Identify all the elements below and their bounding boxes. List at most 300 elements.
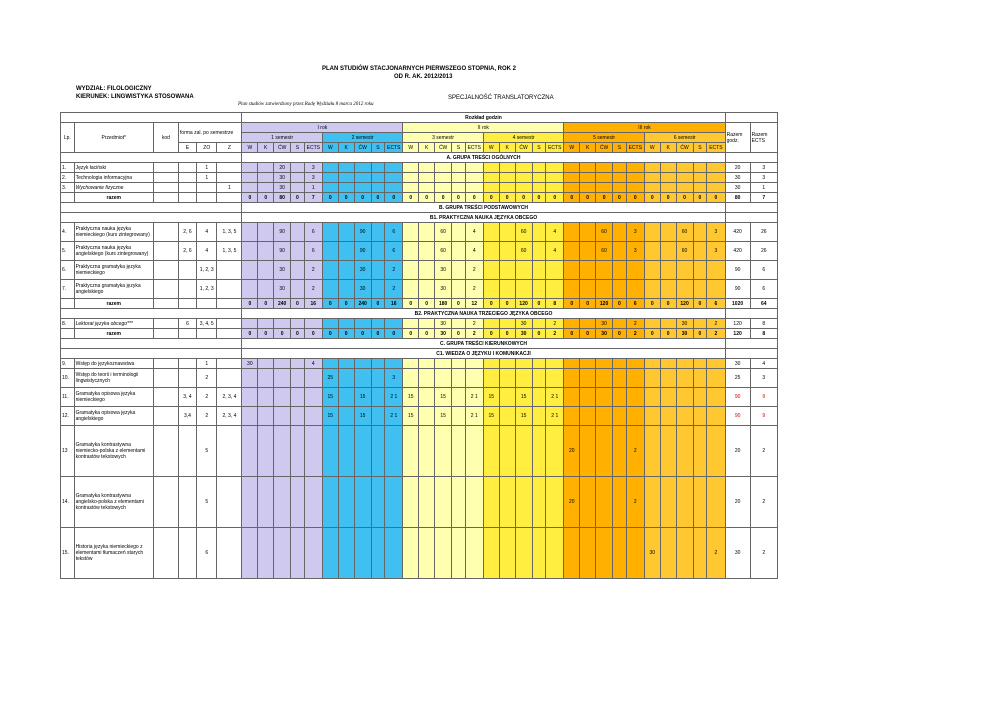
semester-cell — [596, 369, 613, 388]
semester-cell — [483, 242, 499, 261]
semester-cell — [338, 426, 354, 477]
semester-cell — [483, 319, 499, 329]
semester-cell — [596, 183, 613, 193]
row-lp: 10. — [61, 369, 75, 388]
semester-cell: 20 — [564, 426, 580, 477]
table-cell — [61, 213, 242, 223]
semester-cell: 6 — [304, 242, 322, 261]
semester-cell: 0 — [338, 329, 354, 339]
semester-cell — [419, 319, 435, 329]
semester-cell: 2 1 — [385, 407, 403, 426]
semester-cell — [385, 163, 403, 173]
semester-cell: 60 — [435, 242, 452, 261]
header-sub-ćw: ĆW — [596, 143, 613, 153]
semester-cell: 2 — [707, 528, 725, 579]
row-razem-ects: 6 — [750, 280, 777, 299]
semester-cell: 6 — [304, 223, 322, 242]
semester-cell — [707, 173, 725, 183]
semester-cell: 15 — [403, 407, 419, 426]
semester-cell — [707, 426, 725, 477]
semester-cell — [354, 183, 371, 193]
semester-cell — [644, 359, 660, 369]
row-razem-ects: 9 — [750, 388, 777, 407]
semester-cell — [564, 407, 580, 426]
semester-cell: 6 — [385, 242, 403, 261]
semester-cell — [613, 242, 627, 261]
header-rozklad: Rozkład godzin — [242, 113, 725, 123]
row-razem-ects: 26 — [750, 223, 777, 242]
row-subject: Praktyczna gramatyka języka niemieckiego — [74, 261, 153, 280]
row-razem-godz: 30 — [725, 173, 750, 183]
semester-cell — [291, 407, 305, 426]
row-e: 6 — [178, 319, 196, 329]
semester-cell — [580, 173, 596, 183]
semester-cell: 2 — [465, 319, 483, 329]
semester-cell: 0 — [644, 329, 660, 339]
semester-cell — [613, 407, 627, 426]
row-z: 1, 3, 5 — [217, 242, 242, 261]
sum-label: razem — [74, 299, 153, 309]
semester-cell — [465, 528, 483, 579]
header-sub-k: K — [580, 143, 596, 153]
semester-cell: 0 — [499, 299, 515, 309]
table-row — [61, 173, 778, 183]
row-razem-ects: 2 — [750, 528, 777, 579]
table-cell — [178, 193, 196, 203]
table-cell — [61, 193, 75, 203]
semester-cell — [644, 477, 660, 528]
semester-cell — [483, 163, 499, 173]
semester-cell — [564, 163, 580, 173]
semester-cell: 0 — [644, 193, 660, 203]
row-lp: 5. — [61, 242, 75, 261]
semester-cell — [435, 426, 452, 477]
row-razem-ects: 9 — [750, 407, 777, 426]
row-z — [217, 261, 242, 280]
semester-cell — [676, 426, 693, 477]
semester-cell — [644, 163, 660, 173]
semester-cell — [452, 407, 466, 426]
semester-cell: 15 — [515, 407, 532, 426]
semester-cell — [274, 407, 291, 426]
semester-cell — [435, 369, 452, 388]
semester-cell — [242, 223, 258, 242]
header-sub-k: K — [499, 143, 515, 153]
semester-cell — [403, 242, 419, 261]
row-z — [217, 319, 242, 329]
semester-cell: 3 — [707, 242, 725, 261]
semester-cell — [546, 163, 564, 173]
row-e — [178, 173, 196, 183]
semester-cell: 90 — [354, 242, 371, 261]
semester-cell — [258, 528, 274, 579]
row-razem-godz: 90 — [725, 407, 750, 426]
semester-cell — [676, 173, 693, 183]
semester-cell — [596, 388, 613, 407]
semester-cell: 0 — [564, 299, 580, 309]
header-sub-ects: ECTS — [304, 143, 322, 153]
row-e — [178, 280, 196, 299]
header-row — [61, 123, 778, 133]
semester-cell: 120 — [596, 299, 613, 309]
table-row — [61, 369, 778, 388]
semester-cell — [693, 183, 707, 193]
table-cell — [725, 213, 777, 223]
semester-cell: 60 — [515, 242, 532, 261]
table-cell — [178, 329, 196, 339]
header-sub-ects: ECTS — [465, 143, 483, 153]
row-kod — [153, 407, 178, 426]
semester-cell — [304, 388, 322, 407]
semester-cell — [452, 261, 466, 280]
semester-cell — [564, 388, 580, 407]
semester-cell — [371, 407, 385, 426]
semester-cell: 0 — [338, 193, 354, 203]
semester-cell: 4 — [465, 223, 483, 242]
header-spacer — [725, 113, 777, 123]
semester-cell — [465, 173, 483, 183]
semester-cell — [546, 426, 564, 477]
semester-cell — [644, 173, 660, 183]
semester-cell — [338, 163, 354, 173]
semester-cell — [322, 528, 338, 579]
table-row — [61, 388, 778, 407]
doc-title: PLAN STUDIÓW STACJONARNYCH PIERWSZEGO STOPNIA, ROK 2 — [322, 66, 517, 72]
semester-cell: 2 1 — [385, 388, 403, 407]
row-zo: 4 — [197, 242, 217, 261]
semester-cell — [644, 280, 660, 299]
row-razem-ects: 26 — [750, 242, 777, 261]
semester-cell — [644, 426, 660, 477]
row-zo: 2 — [197, 388, 217, 407]
row-e — [178, 183, 196, 193]
semester-cell: 12 — [465, 299, 483, 309]
semester-cell — [291, 223, 305, 242]
semester-cell: 30 — [515, 329, 532, 339]
semester-cell — [532, 528, 546, 579]
semester-cell: 6 — [707, 299, 725, 309]
row-z — [217, 173, 242, 183]
semester-cell: 30 — [435, 261, 452, 280]
semester-cell — [403, 477, 419, 528]
semester-cell — [291, 359, 305, 369]
semester-cell: 0 — [242, 193, 258, 203]
semester-cell — [660, 388, 676, 407]
semester-cell — [258, 359, 274, 369]
semester-cell: 2 — [385, 261, 403, 280]
doc-subtitle: OD R. AK. 2012/2013 — [394, 74, 453, 80]
row-subject: Gramatyka opisowa języka angielskiego — [74, 407, 153, 426]
row-subject: Praktyczna gramatyka języka angielskiego — [74, 280, 153, 299]
table-row — [61, 477, 778, 528]
semester-cell — [354, 477, 371, 528]
semester-cell — [338, 407, 354, 426]
header-sub-k: K — [338, 143, 354, 153]
row-z — [217, 369, 242, 388]
row-zo: 2 — [197, 369, 217, 388]
semester-cell — [693, 369, 707, 388]
semester-cell — [626, 388, 644, 407]
semester-cell — [644, 369, 660, 388]
semester-cell — [596, 261, 613, 280]
header-sub-s: S — [291, 143, 305, 153]
semester-cell — [499, 163, 515, 173]
semester-cell: 2 1 — [465, 388, 483, 407]
row-lp: 4. — [61, 223, 75, 242]
semester-cell — [483, 359, 499, 369]
semester-cell — [385, 183, 403, 193]
semester-cell — [644, 407, 660, 426]
semester-cell — [644, 388, 660, 407]
semester-cell — [403, 426, 419, 477]
semester-cell — [371, 388, 385, 407]
semester-cell — [452, 183, 466, 193]
row-e — [178, 528, 196, 579]
semester-cell: 30 — [354, 280, 371, 299]
semester-cell — [499, 359, 515, 369]
semester-cell — [419, 388, 435, 407]
semester-cell — [435, 359, 452, 369]
row-kod — [153, 183, 178, 193]
semester-cell — [403, 528, 419, 579]
semester-cell — [532, 261, 546, 280]
row-lp: 7. — [61, 280, 75, 299]
semester-cell: 4 — [546, 223, 564, 242]
semester-cell: 0 — [676, 193, 693, 203]
semester-cell — [660, 528, 676, 579]
semester-cell — [546, 261, 564, 280]
semester-cell: 2 — [707, 319, 725, 329]
semester-cell — [354, 173, 371, 183]
semester-cell — [546, 369, 564, 388]
row-kod — [153, 223, 178, 242]
semester-cell: 0 — [465, 193, 483, 203]
row-e: 3, 4 — [178, 388, 196, 407]
semester-cell: 0 — [291, 299, 305, 309]
semester-cell — [403, 183, 419, 193]
semester-cell — [693, 426, 707, 477]
semester-cell: 0 — [580, 299, 596, 309]
row-razem-ects: 6 — [750, 261, 777, 280]
semester-cell — [419, 223, 435, 242]
semester-cell: 30 — [676, 329, 693, 339]
header-year-3: III rok — [564, 123, 725, 133]
row-z: 1 — [217, 183, 242, 193]
row-kod — [153, 261, 178, 280]
semester-cell — [707, 477, 725, 528]
table-row — [61, 339, 778, 349]
row-razem-godz: 80 — [725, 193, 750, 203]
header-year-1: I rok — [242, 123, 403, 133]
semester-cell: 0 — [483, 329, 499, 339]
header-semester-5: 5 semestr — [564, 133, 644, 143]
semester-cell — [291, 183, 305, 193]
semester-cell: 30 — [596, 319, 613, 329]
semester-cell — [385, 359, 403, 369]
table-cell — [217, 329, 242, 339]
semester-cell: 0 — [304, 329, 322, 339]
row-subject: Technologia informacyjna — [74, 173, 153, 183]
semester-cell: 30 — [515, 319, 532, 329]
semester-cell: 0 — [385, 329, 403, 339]
header-sub-ćw: ĆW — [676, 143, 693, 153]
row-subject: Język łaciński — [74, 163, 153, 173]
semester-cell — [322, 280, 338, 299]
row-zo: 5 — [197, 426, 217, 477]
semester-cell — [465, 359, 483, 369]
row-razem-godz: 20 — [725, 426, 750, 477]
table-cell — [197, 329, 217, 339]
table-row — [61, 528, 778, 579]
semester-cell — [371, 369, 385, 388]
row-subject: Praktyczna nauka języka niemieckiego (kurs zintegrowany) — [74, 223, 153, 242]
semester-cell: 60 — [435, 223, 452, 242]
semester-cell — [419, 163, 435, 173]
semester-cell — [291, 163, 305, 173]
semester-cell — [693, 407, 707, 426]
semester-cell — [660, 359, 676, 369]
semester-cell — [452, 163, 466, 173]
semester-cell — [660, 477, 676, 528]
row-lp: 15. — [61, 528, 75, 579]
semester-cell — [626, 173, 644, 183]
header-lp: Lp. — [61, 123, 75, 153]
semester-cell — [371, 280, 385, 299]
semester-cell — [564, 319, 580, 329]
semester-cell: 25 — [322, 369, 338, 388]
semester-cell — [452, 242, 466, 261]
semester-cell: 0 — [660, 329, 676, 339]
semester-cell: 0 — [546, 193, 564, 203]
semester-cell: 0 — [435, 193, 452, 203]
semester-cell — [419, 183, 435, 193]
header-sub-k: K — [419, 143, 435, 153]
semester-cell: 90 — [354, 223, 371, 242]
row-z — [217, 426, 242, 477]
semester-cell — [515, 369, 532, 388]
semester-cell — [644, 242, 660, 261]
semester-cell — [613, 477, 627, 528]
semester-cell: 3 — [304, 163, 322, 173]
semester-cell — [338, 261, 354, 280]
table-cell — [725, 309, 777, 319]
semester-cell — [580, 242, 596, 261]
semester-cell — [452, 477, 466, 528]
semester-cell: 2 — [626, 329, 644, 339]
semester-cell: 0 — [644, 299, 660, 309]
semester-cell — [354, 163, 371, 173]
header-sub-k: K — [258, 143, 274, 153]
semester-cell — [580, 183, 596, 193]
header-row — [61, 113, 778, 123]
table-cell — [725, 153, 777, 163]
semester-cell — [499, 426, 515, 477]
semester-cell: 120 — [515, 299, 532, 309]
semester-cell — [676, 477, 693, 528]
semester-cell — [564, 359, 580, 369]
semester-cell: 15 — [483, 388, 499, 407]
semester-cell — [644, 261, 660, 280]
semester-cell: 0 — [274, 329, 291, 339]
row-razem-godz: 30 — [725, 528, 750, 579]
semester-cell — [371, 242, 385, 261]
header-sub-w: W — [564, 143, 580, 153]
table-row — [61, 426, 778, 477]
header-sub-k: K — [660, 143, 676, 153]
semester-cell — [338, 477, 354, 528]
semester-cell — [499, 528, 515, 579]
semester-cell — [515, 173, 532, 183]
semester-cell — [693, 280, 707, 299]
semester-cell — [676, 261, 693, 280]
header-semester-3: 3 semestr — [403, 133, 483, 143]
row-subject: Gramatyka kontrastywna niemiecko-polska z elementami kontrastów tekstowych — [74, 426, 153, 477]
row-subject: Lektorat języka obcego*** — [74, 319, 153, 329]
row-razem-ects: 3 — [750, 173, 777, 183]
semester-cell: 0 — [596, 193, 613, 203]
semester-cell: 0 — [322, 299, 338, 309]
semester-cell — [354, 528, 371, 579]
semester-cell — [596, 528, 613, 579]
semester-cell — [419, 173, 435, 183]
table-cell — [153, 299, 178, 309]
semester-cell — [693, 388, 707, 407]
semester-cell: 2 — [626, 319, 644, 329]
semester-cell: 6 — [385, 223, 403, 242]
semester-cell — [499, 173, 515, 183]
semester-cell — [546, 173, 564, 183]
semester-cell — [515, 261, 532, 280]
semester-cell — [596, 477, 613, 528]
table-row — [61, 359, 778, 369]
semester-cell — [626, 528, 644, 579]
semester-cell: 0 — [385, 193, 403, 203]
semester-cell — [242, 319, 258, 329]
semester-cell — [660, 163, 676, 173]
semester-cell: 0 — [419, 329, 435, 339]
semester-cell — [385, 173, 403, 183]
table-cell — [178, 299, 196, 309]
header-razem-ects: Razem ECTS — [750, 123, 777, 153]
semester-cell — [385, 528, 403, 579]
row-razem-godz: 20 — [725, 163, 750, 173]
semester-cell — [580, 528, 596, 579]
semester-cell — [338, 369, 354, 388]
semester-cell: 0 — [693, 299, 707, 309]
semester-cell — [515, 183, 532, 193]
semester-cell — [532, 477, 546, 528]
semester-cell: 2 1 — [546, 407, 564, 426]
table-row — [61, 223, 778, 242]
semester-cell — [291, 261, 305, 280]
row-zo: 5 — [197, 477, 217, 528]
row-zo: 1 — [197, 163, 217, 173]
semester-cell — [532, 163, 546, 173]
semester-cell — [676, 183, 693, 193]
semester-cell — [515, 426, 532, 477]
semester-cell: 0 — [322, 329, 338, 339]
semester-cell: 0 — [483, 193, 499, 203]
semester-cell — [258, 388, 274, 407]
row-lp: 13 — [61, 426, 75, 477]
table-cell — [61, 329, 75, 339]
semester-cell: 3 — [626, 223, 644, 242]
semester-cell — [693, 359, 707, 369]
semester-cell: 0 — [291, 329, 305, 339]
semester-cell — [291, 280, 305, 299]
semester-cell: 2 1 — [546, 388, 564, 407]
semester-cell — [465, 426, 483, 477]
